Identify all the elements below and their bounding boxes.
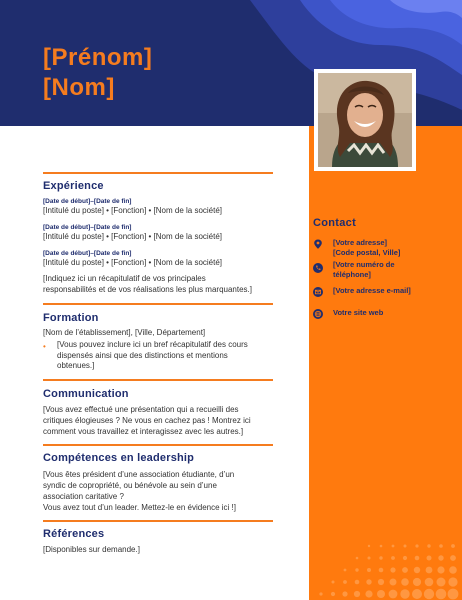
first-name: [Prénom] — [43, 44, 153, 71]
phone-line-1: [Votre numéro de — [333, 260, 395, 269]
leadership-text: Vous avez tout d’un leader. Mettez-le en évidence ici !] — [43, 503, 237, 512]
email-icon — [313, 287, 323, 297]
profile-photo — [318, 73, 412, 167]
contact-sidebar — [309, 126, 462, 600]
location-pin-icon — [313, 239, 323, 249]
experience-details: [Intitulé du poste] • [Fonction] • [Nom de la société] — [43, 232, 223, 241]
leadership-heading: Compétences en leadership — [43, 452, 195, 464]
portrait-illustration — [318, 73, 412, 167]
experience-dates: [Date de début]–[Date de fin] — [43, 198, 132, 205]
address-line-1: [Votre adresse] — [333, 238, 388, 247]
address-line-2: [Code postal, Ville] — [333, 248, 401, 257]
website-text: Votre site web — [333, 308, 384, 317]
experience-dates: [Date de début]–[Date de fin] — [43, 224, 132, 231]
section-divider — [43, 444, 273, 446]
experience-dates: [Date de début]–[Date de fin] — [43, 250, 132, 257]
bullet-icon: • — [43, 342, 46, 351]
last-name: [Nom] — [43, 74, 115, 101]
experience-details: [Intitulé du poste] • [Fonction] • [Nom de la société] — [43, 258, 223, 267]
section-divider — [43, 303, 273, 305]
experience-summary: [Indiquez ici un récapitulatif de vos principales — [43, 274, 206, 283]
phone-line-2: téléphone] — [333, 270, 371, 279]
section-divider — [43, 520, 273, 522]
leadership-text: syndic de copropriété, ou bénévole au sein d’une — [43, 481, 217, 490]
education-bullet-line: obtenues.] — [57, 361, 95, 370]
education-heading: Formation — [43, 312, 99, 324]
contact-heading: Contact — [313, 217, 357, 229]
section-divider — [43, 379, 273, 381]
phone-icon — [313, 263, 323, 273]
section-divider — [43, 172, 273, 174]
experience-details: [Intitulé du poste] • [Fonction] • [Nom de la société] — [43, 206, 223, 215]
experience-heading: Expérience — [43, 180, 104, 192]
email-text: [Votre adresse e-mail] — [333, 286, 411, 295]
leadership-text: association caritative ? — [43, 492, 124, 501]
communication-text: [Vous avez effectué une présentation qui a recueilli des — [43, 405, 239, 414]
education-bullet-line: dispensés ainsi que des distinctions et mentions — [57, 350, 228, 360]
communication-text: critiques élogieuses ? Ne vous en cachez pas ! Montrez ici — [43, 416, 251, 425]
experience-summary: responsabilités et de vos réalisations les plus marquantes.] — [43, 285, 252, 294]
communication-text: comment vous travaillez et interagissez avec les autres.] — [43, 427, 244, 436]
profile-photo-frame — [314, 69, 416, 171]
leadership-text: [Vous êtes président d’une association étudiante, d’un — [43, 470, 235, 479]
references-text: [Disponibles sur demande.] — [43, 545, 140, 554]
globe-icon — [313, 309, 323, 319]
education-school: [Nom de l’établissement], [Ville, Département] — [43, 328, 206, 337]
communication-heading: Communication — [43, 388, 129, 400]
education-bullet-line: [Vous pouvez inclure ici un bref récapitulatif des cours — [57, 340, 248, 349]
references-heading: Références — [43, 528, 105, 540]
dot-pattern-decoration — [309, 126, 462, 600]
